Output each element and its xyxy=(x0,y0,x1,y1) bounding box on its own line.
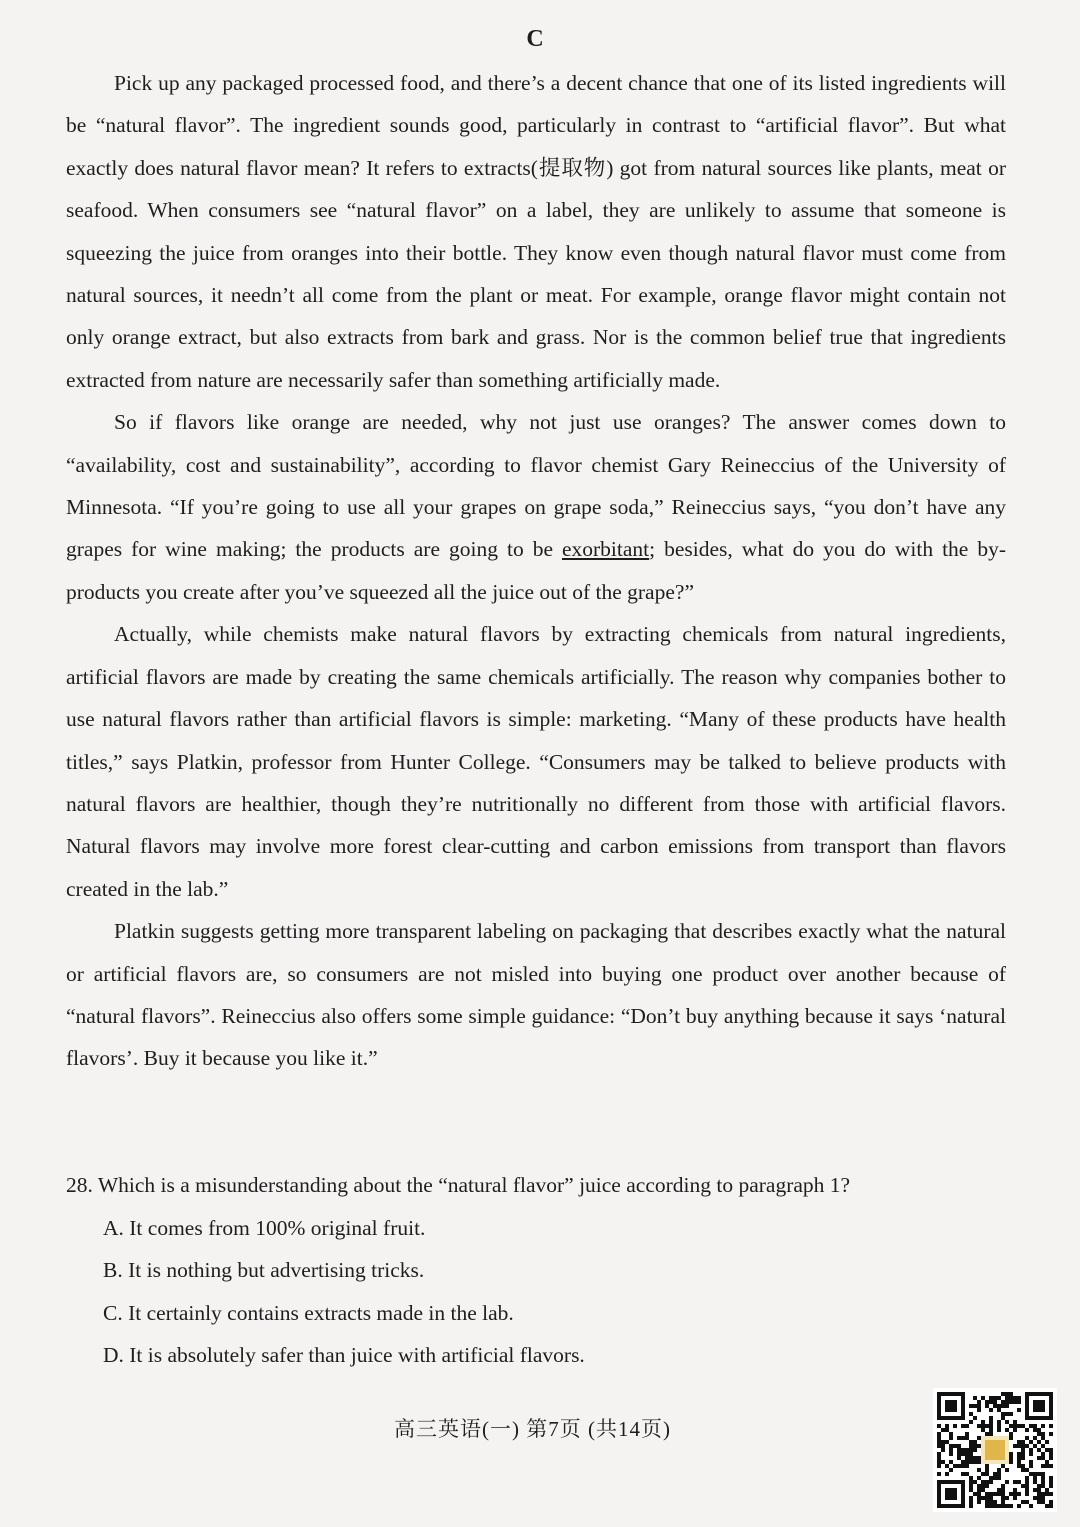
question-28 xyxy=(66,1164,1006,1377)
paragraph-3: Actually, while chemists make natural flavors by extracting chemicals from natural ingredients, artificial flavors are made by creating the same chemicals artificially. The reason why companies bother to use natural flavors rather than artificial flavors is simple: marketing. “Many of these products have health titles,” says Platkin, professor from Hunter College. “Consumers may be talked to believe products with natural flavors are healthier, though they’re nutritionally no different from those with artificial flavors. Natural flavors may involve more forest clear-cutting and carbon emissions from transport than flavors created in the lab.” xyxy=(66,622,1006,901)
option-c: C. It certainly contains extracts made in the lab. xyxy=(103,1300,514,1325)
paragraph-4: Platkin suggests getting more transparent labeling on packaging that describes exactly what the natural or artificial flavors are, so consumers are not misled into buying one product over another because of “natural flavors”. Reineccius also offers some simple guidance: “Don’t buy anything because it says ‘natural flavors’. Buy it because you like it.” xyxy=(66,919,1006,1071)
option-b: B. It is nothing but advertising tricks. xyxy=(103,1258,425,1282)
underlined-word: exorbitant xyxy=(561,537,650,562)
reading-passage xyxy=(66,62,1006,1080)
section-letter: C xyxy=(526,26,544,52)
page-footer: 高三英语(一) 第7页 (共14页) xyxy=(394,1417,671,1441)
paragraph-2 xyxy=(66,401,1006,613)
option-d: D. It is absolutely safer than juice with artificial flavors. xyxy=(103,1343,585,1367)
paragraph-2-text-b: ; besides, what do you do with the by-products you create after you’ve squeezed all the juice out of the grape?” xyxy=(66,537,1006,604)
paragraph-2-text-a: So if flavors like orange are needed, why not just use oranges? The answer comes down to “availability, cost and sustainability”, according to flavor chemist Gary Reineccius of the University of Minnesota. “If you’re going to use all your grapes on grape soda,” Reineccius says, “you don’t have any grapes for wine making; the products are going to be xyxy=(66,410,1006,562)
paragraph-1: Pick up any packaged processed food, and there’s a decent chance that one of its listed ingredients will be “natural flavor”. The ingredient sounds good, particularly in contrast to “artificial flavor”. But what exactly does natural flavor mean? It refers to extracts(提取物) got from natural sources like plants, meat or seafood. When consumers see “natural flavor” on a label, they are unlikely to assume that someone is squeezing the juice from oranges into their bottle. They know even though natural flavor must come from natural sources, it needn’t all come from the plant or meat. For example, orange flavor might contain not only orange extract, but also extracts from bark and grass. Nor is the common belief true that ingredients extracted from nature are necessarily safer than something artificially made. xyxy=(66,71,1006,392)
option-a: A. It comes from 100% original fruit. xyxy=(103,1215,426,1240)
question-stem: 28. Which is a misunderstanding about the “natural flavor” juice according to paragraph 1? xyxy=(66,1173,851,1197)
qr-code-icon xyxy=(933,1388,1057,1512)
